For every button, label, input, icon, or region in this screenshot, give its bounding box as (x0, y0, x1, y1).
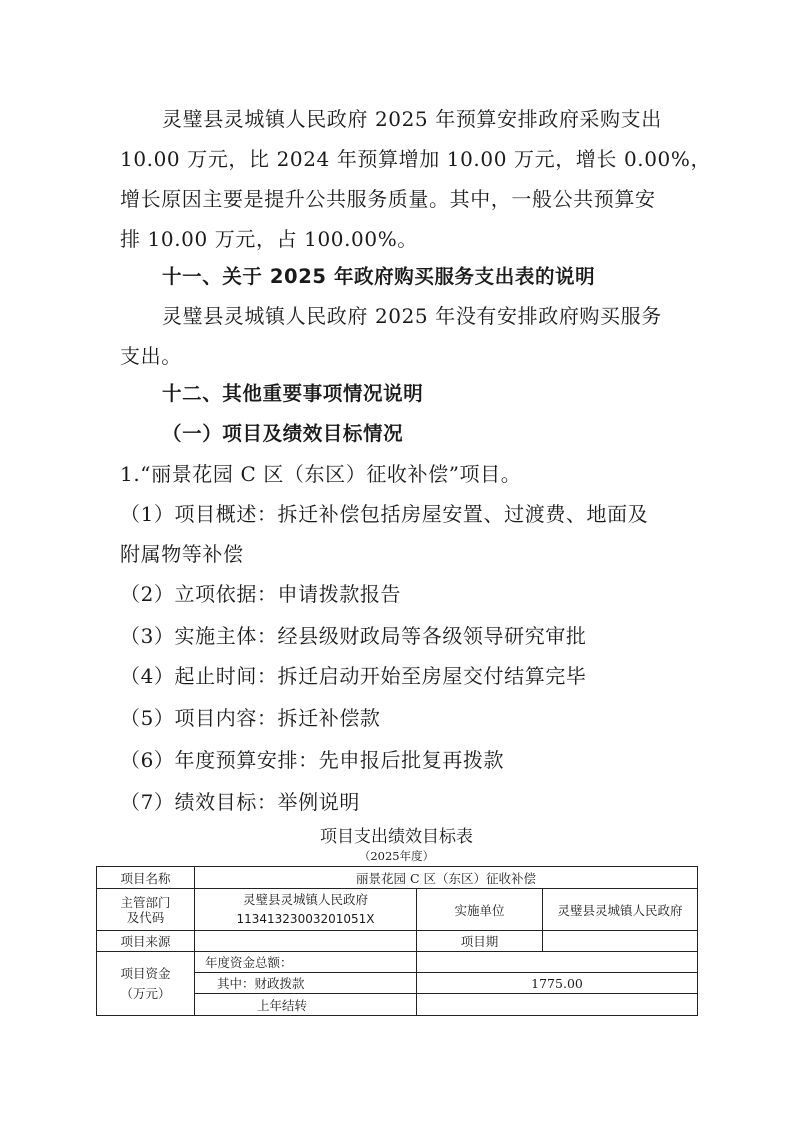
project-timeframe: （4）起止时间：拆迁启动开始至房屋交付结算完毕 (120, 664, 587, 688)
project-funds-label-line-2: （万元） (120, 985, 171, 1001)
paragraph-procurement-line-2: 10.00 万元，比 2024 年预算增加 10.00 万元，增长 0.00%， (120, 147, 712, 171)
table-row (97, 952, 698, 973)
table-row (97, 889, 698, 931)
paragraph-services-line-2: 支出。 (120, 344, 182, 368)
table-row (97, 931, 698, 952)
implementing-unit-value: 灵璧县灵城镇人民政府 (543, 889, 698, 931)
department-label-line-1: 主管部门 (120, 894, 171, 910)
project-name-label: 项目名称 (97, 867, 195, 889)
fiscal-appropriation-label: 其中：财政拨款 (195, 973, 417, 994)
paragraph-procurement-line-3: 增长原因主要是提升公共服务质量。其中，一般公共预算安 (120, 187, 656, 211)
project-content: （5）项目内容：拆迁补偿款 (120, 706, 381, 730)
department-name: 灵璧县灵城镇人民政府 (242, 892, 368, 907)
annual-funds-total-value (417, 952, 698, 973)
table-title: 项目支出绩效目标表 (320, 827, 473, 847)
performance-target-table (96, 866, 698, 1016)
annual-funds-total-label: 年度资金总额： (195, 952, 417, 973)
subsection-heading: （一）项目及绩效目标情况 (162, 422, 404, 445)
department-value (195, 889, 417, 931)
project-item-title: 1.“丽景花园 C 区（东区）征收补偿”项目。 (120, 462, 522, 486)
project-implementer: （3）实施主体：经县级财政局等各级领导研究审批 (120, 624, 587, 648)
project-source-label: 项目来源 (97, 931, 195, 952)
paragraph-procurement-line-4: 排 10.00 万元，占 100.00%。 (120, 227, 418, 251)
project-source-value (195, 931, 417, 952)
carryover-value (417, 994, 698, 1016)
project-period-value (543, 931, 698, 952)
department-label-line-2: 及代码 (126, 909, 165, 925)
table-row (97, 867, 698, 889)
fiscal-appropriation-value: 1775.00 (417, 973, 698, 994)
paragraph-procurement-line-1: 灵璧县灵城镇人民政府 2025 年预算安排政府采购支出 (162, 107, 662, 131)
project-name-value: 丽景花园 C 区（东区）征收补偿 (195, 867, 698, 889)
carryover-label: 上年结转 (195, 994, 417, 1016)
paragraph-services-line-1: 灵璧县灵城镇人民政府 2025 年没有安排政府购买服务 (162, 304, 662, 328)
project-overview-line-1: （1）项目概述：拆迁补偿包括房屋安置、过渡费、地面及 (120, 502, 649, 526)
project-budget-arrangement: （6）年度预算安排：先申报后批复再拨款 (120, 748, 505, 772)
project-funds-label-line-1: 项目资金 (120, 965, 171, 981)
project-funds-label (97, 952, 195, 1016)
project-basis: （2）立项依据：申请拨款报告 (120, 582, 402, 606)
table-subtitle: （2025年度） (358, 849, 435, 863)
department-code: 11341323003201051X (236, 912, 375, 926)
project-period-label: 项目期 (417, 931, 543, 952)
implementing-unit-label: 实施单位 (417, 889, 543, 931)
section-heading-12: 十二、其他重要事项情况说明 (162, 382, 424, 405)
project-performance-goal: （7）绩效目标：举例说明 (120, 790, 360, 814)
department-label (97, 889, 195, 931)
project-overview-line-2: 附属物等补偿 (120, 542, 244, 566)
section-heading-11: 十一、关于 2025 年政府购买服务支出表的说明 (162, 265, 596, 288)
